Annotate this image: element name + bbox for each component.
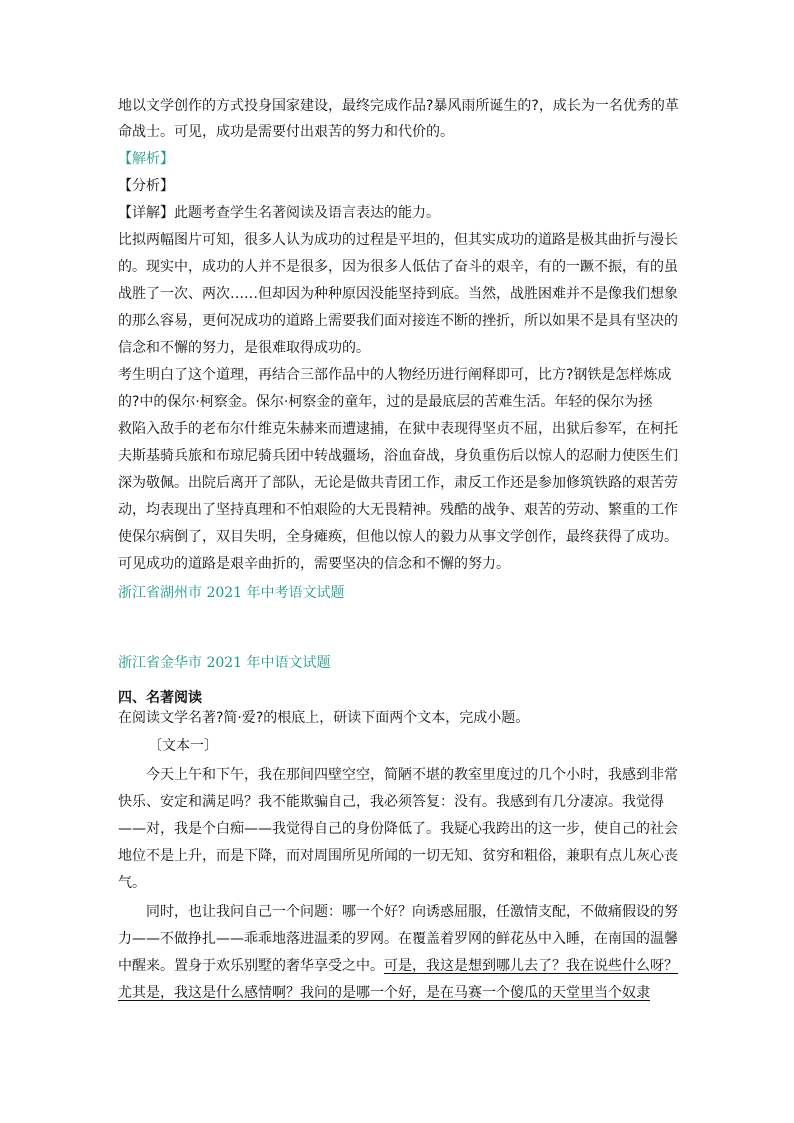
text-line: 同时，也让我问自己一个问题：哪一个好？向诱惑屈服，任激情支配，不做痛假设的努 bbox=[146, 904, 678, 920]
xiangjie-line bbox=[118, 203, 440, 223]
text-line: 比拟两幅图片可知，很多人认为成功的过程是平坦的，但其实成功的道路是极其曲折与漫长 bbox=[118, 232, 678, 248]
text-line: 的那么容易，更何况成功的道路上需要我们面对接连不断的挫折，所以如果不是具有坚决的 bbox=[118, 313, 678, 329]
text-line: 力——不做挣扎——乖乖地落进温柔的罗网。在覆盖着罗网的鲜花丛中入睡，在南国的温馨 bbox=[118, 931, 678, 947]
fenxi-label: 【分析】 bbox=[118, 178, 174, 194]
source-citation: 浙江省金华市 2021 年中语文试题 bbox=[118, 655, 331, 671]
text-line: 动，均表现出了坚持真理和不怕艰险的大无畏精神。残酷的战争、艰苦的劳动、繁重的工作 bbox=[118, 502, 678, 518]
xiangjie-label: 【详解】 bbox=[118, 205, 174, 221]
section-heading: 四、名著阅读 bbox=[118, 690, 202, 706]
text-line: ——对，我是个白痴——我觉得自己的身份降低了。我疑心我跨出的这一步，使自己的社会 bbox=[118, 821, 678, 837]
text-line: 夫斯基骑兵旅和布琼尼骑兵团中转战疆场，浴血奋战，身负重伤后以惊人的忍耐力使医生们 bbox=[118, 448, 678, 464]
analysis-label: 【解析】 bbox=[118, 151, 174, 167]
text-line: 气。 bbox=[118, 875, 146, 891]
text-line: 可见成功的道路是艰辛曲折的，需要坚决的信念和不懈的努力。 bbox=[118, 556, 510, 572]
text-line: 救陷入敌手的老布尔什维克朱赫来而遭逮捕，在狱中表现得坚贞不屈，出狱后参军，在柯托 bbox=[118, 421, 678, 437]
text-line: 的?中的保尔·柯察金。保尔·柯察金的童年，过的是最底层的苦难生活。年轻的保尔为拯 bbox=[118, 394, 653, 410]
underlined-text: 尤其是，我这是什么感情啊？我问的是哪一个好，是在马赛一个傻瓜的天堂里当个奴隶 bbox=[118, 985, 650, 1001]
text-line: 使保尔病倒了，双目失明，全身瘫痪，但他以惊人的毅力从事文学创作，最终获得了成功。 bbox=[118, 529, 678, 545]
text-line: 考生明白了这个道理，再结合三部作品中的人物经历进行阐释即可，比方?钢铁是怎样炼成 bbox=[118, 367, 672, 383]
instruction-text: 在阅读文学名著?简·爱?的根底上，研读下面两个文本，完成小题。 bbox=[118, 710, 530, 726]
text-line: 地以文学创作的方式投身国家建设，最终完成作品?暴风雨所诞生的?，成长为一名优秀的革 bbox=[118, 98, 679, 114]
xiangjie-text: 此题考查学生名著阅读及语言表达的能力。 bbox=[174, 205, 440, 221]
text-line: 的。现实中，成功的人并不是很多，因为很多人低估了奋斗的艰辛，有的一蹶不振，有的虽 bbox=[118, 259, 678, 275]
text-line: 信念和不懈的努力，是很难取得成功的。 bbox=[118, 340, 370, 356]
text-line bbox=[118, 956, 678, 976]
text-line: 战胜了一次、两次……但却因为种种原因没能坚持到底。当然，战胜困难并不是像我们想象 bbox=[118, 286, 678, 302]
text-label: 〔文本一〕 bbox=[148, 738, 218, 754]
text-line: 今天上午和下午，我在那间四壁空空，简陋不堪的教室里度过的几个小时，我感到非常 bbox=[146, 767, 678, 783]
text-line: 命战士。可见，成功是需要付出艰苦的努力和代价的。 bbox=[118, 124, 454, 140]
text-line: 快乐、安定和满足吗？我不能欺骗自己，我必须答复：没有。我感到有几分凄凉。我觉得 bbox=[118, 794, 664, 810]
text-line: 地位不是上升，而是下降，而对周围所见所闻的一切无知、贫穷和粗俗，兼职有点儿灰心丧 bbox=[118, 848, 678, 864]
text-line: 深为敬佩。出院后离开了部队，无论是做共青团工作，肃反工作还是参加修筑铁路的艰苦劳 bbox=[118, 475, 678, 491]
source-citation: 浙江省湖州市 2021 年中考语文试题 bbox=[118, 585, 345, 601]
underlined-text: 可是，我这是想到哪儿去了？我在说些什么呀？ bbox=[384, 958, 678, 974]
text-segment: 中醒来。置身于欢乐别墅的奢华享受之中。 bbox=[118, 958, 384, 974]
